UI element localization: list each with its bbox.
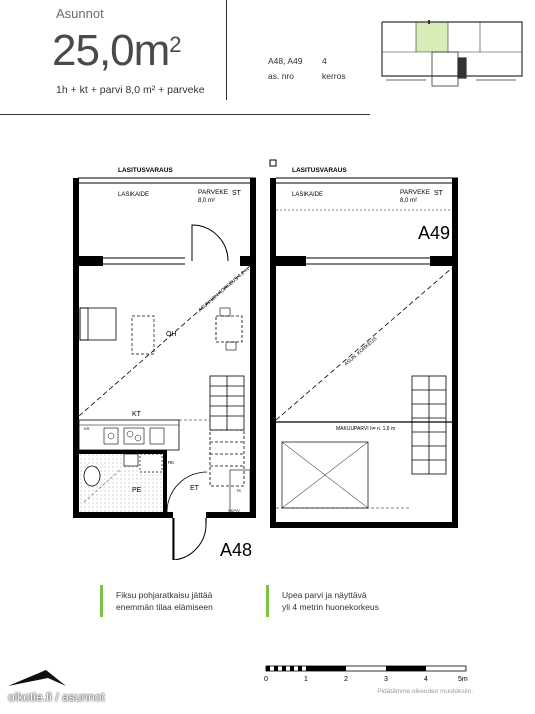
header-underline [0,114,370,115]
scale-3: 3 [384,676,388,683]
balcony-label-right: PARVEKE [400,189,431,196]
kitchen-label: KT [132,411,141,418]
floor-plan [60,150,480,560]
note-1-line-1: Fiksu pohjaratkaisu jättää [116,590,213,600]
apartment-ids-caption: as. nro [268,71,294,81]
bathroom-label: PE [132,487,142,494]
floor-caption: kerros [322,71,346,81]
apartment-ids: A48, A49 [268,56,303,66]
note-accent-bar-1 [100,585,103,617]
glass-railing-right: LASIKAIDE [292,192,324,198]
note-1-line-2: enemmän tilaa elämiseen [116,602,213,612]
closet-tk-label: TK [236,488,242,493]
fridge-kr-label: KR [84,426,90,431]
glazing-reservation-right: LASITUSVARAUS [292,167,347,174]
oikotie-watermark: oikotie.fi / asunnot [8,690,105,704]
unit-a48 [73,167,256,560]
balcony-area-right: 8,0 m² [400,198,418,204]
unit-label-a48: A48 [220,540,253,560]
area-number: 25,0m [52,26,170,75]
entrance-label: ET [190,485,199,492]
scale-1: 1 [304,676,308,683]
balcony-area-left: 8,0 m² [198,198,216,204]
unit-label-a49: A49 [418,223,451,243]
note-1 [116,589,213,613]
sleeping-loft-label: MAKUUPARVI h= n. 1,6 m [336,426,396,432]
storage-st-left: ST [232,190,241,197]
rights-reserved-note: Pidätämme oikeuden muutoksiin. [377,688,473,695]
glazing-reservation-left: LASITUSVARAUS [118,167,173,174]
ceiling-height-left: ASUNNON KORKEUS 4,2 m [197,266,251,314]
title-label: Asunnot [56,6,104,21]
scale-5m: 5m [458,676,468,683]
floor-number: 4 [322,56,327,66]
key-plan-highlight [416,22,448,52]
unit-a49 [270,160,458,528]
rk-label: RK [168,460,175,465]
area-exponent: 2 [169,32,181,57]
company-logo [6,666,72,690]
apartment-area [52,26,181,76]
scale-2: 2 [344,676,348,683]
room-composition: 1h + kt + parvi 8,0 m² + parveke [56,84,205,96]
note-2 [282,589,379,613]
header-divider [226,0,227,100]
scale-0: 0 [264,676,268,683]
glass-railing-left: LASIKAIDE [118,192,150,198]
ceiling-height-right: ASUN. KORKEUS [343,336,379,368]
note-2-line-1: Upea parvi ja näyttävä [282,590,367,600]
balcony-label-left: PARVEKE [198,189,229,196]
key-plan [376,14,528,94]
scale-bar [262,664,482,688]
note-2-line-2: yli 4 metrin huonekorkeus [282,602,379,612]
scale-4: 4 [424,676,428,683]
living-room-label: OH [166,331,177,338]
closet-skp-label: SKP/V [228,508,240,513]
storage-st-right: ST [434,190,443,197]
note-accent-bar-2 [266,585,269,617]
